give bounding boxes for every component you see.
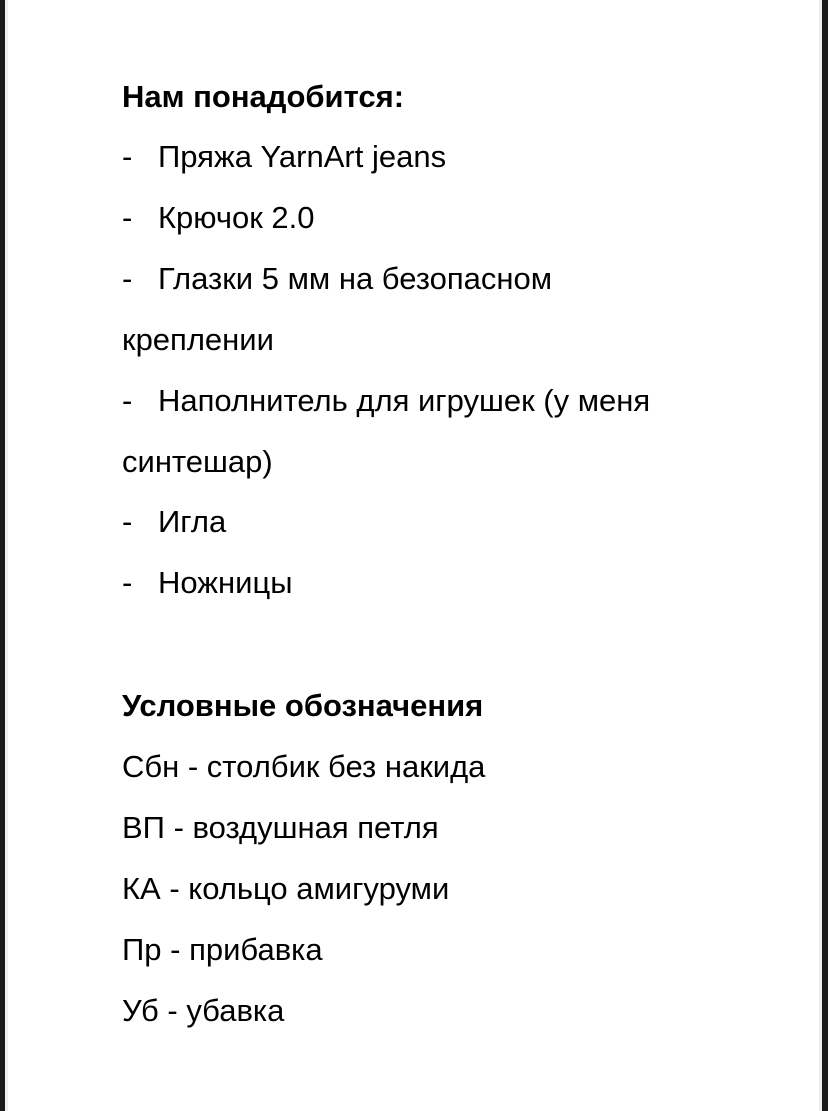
list-item — [122, 198, 315, 238]
dash: - — [122, 200, 133, 235]
dash: - — [122, 565, 133, 600]
list-item-continuation: креплении — [122, 322, 274, 357]
legend-item: Сбн - столбик без накида — [122, 749, 486, 784]
materials-heading: Нам понадобится: — [122, 79, 405, 114]
list-item-continuation: синтешар) — [122, 444, 273, 479]
dash: - — [122, 261, 133, 296]
list-item — [122, 563, 293, 603]
item-text: Игла — [158, 504, 227, 539]
list-item — [122, 137, 446, 177]
item-text: Глазки 5 мм на безопасном — [158, 261, 553, 296]
right-edge — [822, 0, 828, 1111]
legend-item: Уб - убавка — [122, 993, 285, 1028]
left-edge-shadow — [5, 0, 8, 1111]
item-text: Наполнитель для игрушек (у меня — [158, 383, 651, 418]
right-edge-shadow — [819, 0, 822, 1111]
legend-heading: Условные обозначения — [122, 688, 484, 723]
legend-item: КА - кольцо амигуруми — [122, 871, 450, 906]
dash: - — [122, 383, 133, 418]
dash: - — [122, 504, 133, 539]
dash: - — [122, 139, 133, 174]
list-item — [122, 502, 226, 542]
legend-item: ВП - воздушная петля — [122, 810, 439, 845]
item-text: Ножницы — [158, 565, 293, 600]
list-item — [122, 259, 552, 299]
list-item — [122, 381, 650, 421]
item-text: Пряжа YarnArt jeans — [158, 139, 447, 174]
legend-item: Пр - прибавка — [122, 932, 323, 967]
item-text: Крючок 2.0 — [158, 200, 315, 235]
